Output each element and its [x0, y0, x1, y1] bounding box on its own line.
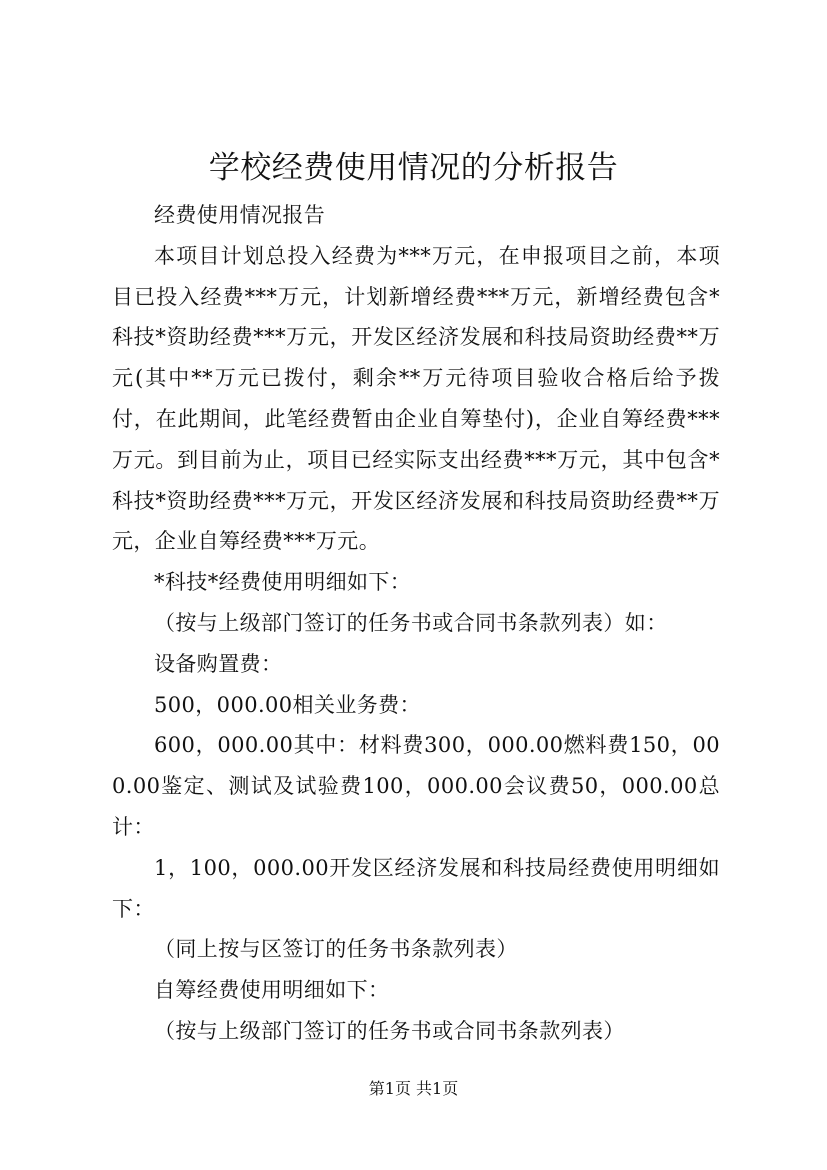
paragraph-list-note: （按与上级部门签订的任务书或合同书条款列表）如：: [154, 610, 668, 635]
document-body: [112, 195, 720, 1052]
paragraph-equipment: 设备购置费：: [154, 651, 283, 676]
document-title: 学校经费使用情况的分析报告: [208, 150, 619, 186]
paragraph-district-note: （同上按与区签订的任务书条款列表）: [154, 937, 518, 962]
paragraph-tech-detail-heading: *科技*经费使用明细如下：: [154, 570, 412, 595]
paragraph-business-fee: 500，000.00相关业务费：: [154, 692, 421, 717]
paragraph-self-funded-heading: 自筹经费使用明细如下：: [154, 978, 390, 1003]
paragraph-cost-breakdown: 600，000.00其中：材料费300，000.00燃料费150，000.00鉴定、测试及试验费100，000.00会议费50，000.00总计：: [112, 733, 720, 839]
paragraph-budget-summary: 本项目计划总投入经费为***万元，在申报项目之前，本项目已投入经费***万元，计划新增经费***万元，新增经费包含*科技*资助经费***万元，开发区经济发展和科技局资助经费**万元(其中**万元已拨付，剩余**万元待项目验收合格后给予拨付，在此期间，此笔经费暂由企业自筹垫付)，企业自筹经费***万元。到目前为止，项目已经实际支出经费***万元，其中包含*科技*资助经费***万元，开发区经济发展和科技局资助经费**万元，企业自筹经费***万元。: [112, 243, 720, 554]
page-footer: 第1页 共1页: [368, 1079, 459, 1098]
paragraph-self-funded-note: （按与上级部门签订的任务书或合同书条款列表）: [154, 1018, 625, 1043]
paragraph-total: 1，100，000.00开发区经济发展和科技局经费使用明细如下：: [112, 855, 720, 921]
paragraph-subtitle: 经费使用情况报告: [154, 203, 326, 227]
